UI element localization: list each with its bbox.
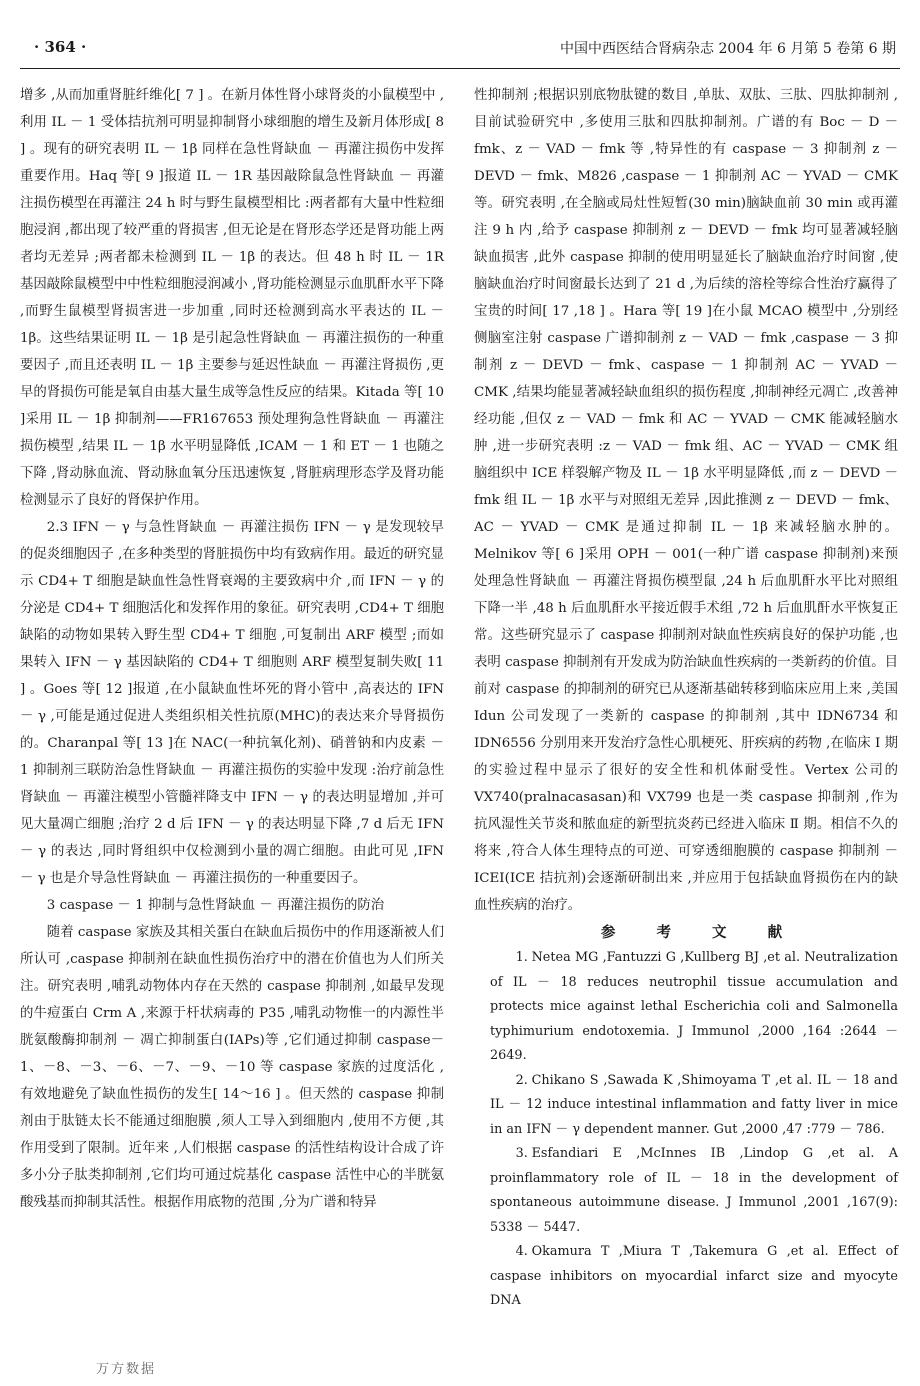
- reference-text: Chikano S ,Sawada K ,Shimoyama T ,et al. IL － 18 and IL － 12 induce intestinal inflammation and fatty liver in mice in an IFN － γ dependent manner. Gut ,2000 ,47 :779 － 786.: [490, 1072, 898, 1137]
- body-paragraph: 随着 caspase 家族及其相关蛋白在缺血后损伤中的作用逐渐被人们所认可 ,caspase 抑制剂在缺血性损伤治疗中的潜在价值也为人们所关注。研究表明 ,哺乳动物体内存在天然的 caspase 抑制剂 ,如最早发现的牛痘蛋白 Crm A ,来源于杆状病毒的 P35 ,哺乳动物惟一的内源性半胱氨酸酶抑制剂 － 凋亡抑制蛋白(IAPs)等 ,它们通过抑制 caspase－1、－8、－3、－6、－7、－9、－10 等 caspase 家族的过度活化 ,有效地避免了缺血性损伤的发生[ 14～16 ] 。但天然的 caspase 抑制剂由于肽链太长不能通过细胞膜 ,须人工导入到细胞内 ,使用不方便 ,其作用受到了限制。近年来 ,人们根据 caspase 的活性结构设计合成了许多小分子肽类抑制剂 ,它们均可通过烷基化 caspase 活性中心的半胱氨酸残基而抑制其活性。根据作用底物的范围 ,分为广谱和特异: [20, 925, 444, 1210]
- journal-info: 中国中西医结合肾病杂志 2004 年 6 月第 5 卷第 6 期: [560, 41, 896, 57]
- page-header: [20, 28, 900, 69]
- reference-number: 4.: [515, 1244, 528, 1259]
- right-column: [474, 82, 898, 1314]
- reference-number: 2.: [515, 1072, 528, 1088]
- body-paragraph: 2.3 IFN － γ 与急性肾缺血 － 再灌注损伤 IFN － γ 是发现较早的促炎细胞因子 ,在多种类型的肾脏损伤中均有致病作用。最近的研究显示 CD4+ T 细胞是缺血性急性肾衰竭的主要致病中介 ,而 IFN － γ 的分泌是 CD4+ T 细胞活化和发挥作用的象征。研究表明 ,CD4+ T 细胞缺陷的动物如果转入野生型 CD4+ T 细胞 ,可复制出 ARF 模型 ;而如果转入 IFN － γ 基因缺陷的 CD4+ T 细胞则 ARF 模型复制失败[ 11 ] 。Goes 等[ 12 ]报道 ,在小鼠缺血性坏死的肾小管中 ,高表达的 IFN － γ ,可能是通过促进人类组织相关性抗原(MHC)的表达来介导肾损伤的。Charanpal 等[ 13 ]在 NAC(一种抗氧化剂)、硝普钠和内皮素 － 1 抑制剂三联防治急性肾缺血 － 再灌注损伤的实验中发现 :治疗前急性肾缺血 － 再灌注模型小管髓袢降支中 IFN － γ 的表达明显增加 ,并可见大量凋亡细胞 ;治疗 2 d 后 IFN － γ 的表达明显下降 ,7 d 后无 IFN － γ 的表达 ,同时肾组织中仅检测到小量的凋亡细胞。由此可见 ,IFN － γ 也是介导急性肾缺血 － 再灌注损伤的一种重要因子。: [20, 520, 444, 886]
- reference-number: 1.: [515, 950, 528, 965]
- references-title: 参 考 文 献: [600, 924, 801, 941]
- reference-text: Okamura T ,Miura T ,Takemura G ,et al. Effect of caspase inhibitors on myocardial infarct size and myocyte DNA: [490, 1244, 898, 1308]
- reference-text: Netea MG ,Fantuzzi G ,Kullberg BJ ,et al. Neutralization of IL － 18 reduces neutrophil tissue accumulation and protects mice against lethal Escherichia coli and Salmonella typhimurium endotoxemia. J Immunol ,2000 ,164 :2644 － 2649.: [490, 950, 898, 1063]
- page-number: · 364 ·: [34, 38, 87, 56]
- references-list: [474, 946, 898, 1314]
- reference-text: Esfandiari E ,McInnes IB ,Lindop G ,et al. A proinflammatory role of IL － 18 in the development of spontaneous autoimmune disease. J Immunol ,2001 ,167(9): 5338 － 5447.: [490, 1146, 898, 1235]
- watermark: 万方数据: [96, 1362, 157, 1377]
- reference-item: [474, 1142, 898, 1240]
- left-column: [20, 82, 444, 1216]
- body-paragraph: 增多 ,从而加重肾脏纤维化[ 7 ] 。在新月体性肾小球肾炎的小鼠模型中 ,利用 IL － 1 受体拮抗剂可明显抑制肾小球细胞的增生及新月体形成[ 8 ] 。现有的研究表明 IL － 1β 同样在急性肾缺血 － 再灌注损伤中发挥重要作用。Haq 等[ 9 ]报道 IL － 1R 基因敲除鼠急性肾缺血 － 再灌注损伤模型在再灌注 24 h 时与野生鼠模型相比 :两者都有大量中性粒细胞浸润 ,都出现了较严重的肾损害 ,但无论是在肾形态学还是肾功能上两者均无差异 ;两者都未检测到 IL － 1β 的表达。但 48 h 时 IL － 1R 基因敲除鼠模型中中性粒细胞浸润减小 ,肾功能检测显示血肌酐水平下降 ,而野生鼠模型肾损害进一步加重 ,同时还检测到高水平表达的 IL － 1β。这些结果证明 IL － 1β 是引起急性肾缺血 － 再灌注损伤的一种重要因子 ,而且还表明 IL － 1β 主要参与延迟性缺血 － 再灌注肾损伤 ,更早的肾损伤可能是氧自由基大量生成等急性反应的结果。Kitada 等[ 10 ]采用 IL － 1β 抑制剂——FR167653 预处理狗急性肾缺血 － 再灌注损伤模型 ,结果 IL － 1β 水平明显降低 ,ICAM － 1 和 ET － 1 也随之下降 ,肾动脉血流、肾动脉血氧分压迅速恢复 ,肾脏病理形态学及肾功能检测显示了良好的肾保护作用。: [20, 88, 444, 508]
- reference-number: 3.: [515, 1146, 528, 1161]
- body-paragraph: 性抑制剂 ;根据识别底物肽键的数目 ,单肽、双肽、三肽、四肽抑制剂 ,目前试验研究中 ,多使用三肽和四肽抑制剂。广谱的有 Boc － D － fmk、z － VAD － fmk 等 ,特异性的有 caspase － 3 抑制剂 z － DEVD － fmk、M826 ,caspase － 1 抑制剂 AC － YVAD － CMK 等。研究表明 ,在全脑或局灶性短暂(30 min)脑缺血前 30 min 或再灌注 9 h 内 ,给予 caspase 抑制剂 z － DEVD － fmk 均可显著减轻脑缺血损害 ,此外 caspase 抑制的使用明显延长了脑缺血治疗时间窗 ,使脑缺血治疗时间窗最长达到了 21 d ,为后续的溶栓等综合性治疗赢得了宝贵的时间[ 17 ,18 ] 。Hara 等[ 19 ]在小鼠 MCAO 模型中 ,分别经侧脑室注射 caspase 广谱抑制剂 z － VAD － fmk ,caspase － 3 抑制剂 z － DEVD － fmk、caspase － 1 抑制剂 AC － YVAD － CMK ,结果均能显著减轻缺血组织的损伤程度 ,抑制神经元凋亡 ,改善神经功能 ,但仅 z － VAD － fmk 和 AC － YVAD － CMK 能减轻脑水肿 ,进一步研究表明 :z － VAD － fmk 组、AC － YVAD － CMK 组脑组织中 ICE 样裂解产物及 IL － 1β 水平明显降低 ,而 z － DEVD － fmk 组 IL － 1β 水平与对照组无差异 ,因此推测 z － DEVD － fmk、AC － YVAD － CMK 是通过抑制 IL － 1β 来减轻脑水肿的。Melnikov 等[ 6 ]采用 OPH － 001(一种广谱 caspase 抑制剂)来预处理急性肾缺血 － 再灌注肾损伤模型鼠 ,24 h 后血肌酐水平比对照组下降一半 ,48 h 后血肌酐水平接近假手术组 ,72 h 后血肌酐水平恢复正常。这些研究显示了 caspase 抑制剂对缺血性疾病良好的保护功能 ,也表明 caspase 抑制剂有开发成为防治缺血性疾病的一类新药的价值。目前对 caspase 的抑制剂的研究已从逐渐基础转移到临床应用上来 ,美国 Idun 公司发现了一类新的 caspase 的抑制剂 ,其中 IDN6734 和 IDN6556 分别用来开发治疗急性心肌梗死、肝疾病的药物 ,在临床 Ⅰ 期的实验过程中显示了很好的安全性和机体耐受性。Vertex 公司的 VX740(pralnacasasan)和 VX799 也是一类 caspase 抑制剂 ,作为抗风湿性关节炎和脓血症的新型抗炎药已经进入临床 Ⅱ 期。相信不久的将来 ,符合人体生理特点的可逆、可穿透细胞膜的 caspase 抑制剂 － ICEI(ICE 拮抗剂)会逐渐研制出来 ,并应用于包括缺血肾损伤在内的缺血性疾病的治疗。: [474, 88, 898, 913]
- reference-item: [474, 946, 898, 1069]
- reference-item: [474, 1240, 898, 1314]
- reference-item: [474, 1069, 898, 1143]
- section-heading: 3 caspase － 1 抑制与急性肾缺血 － 再灌注损伤的防治: [46, 898, 385, 913]
